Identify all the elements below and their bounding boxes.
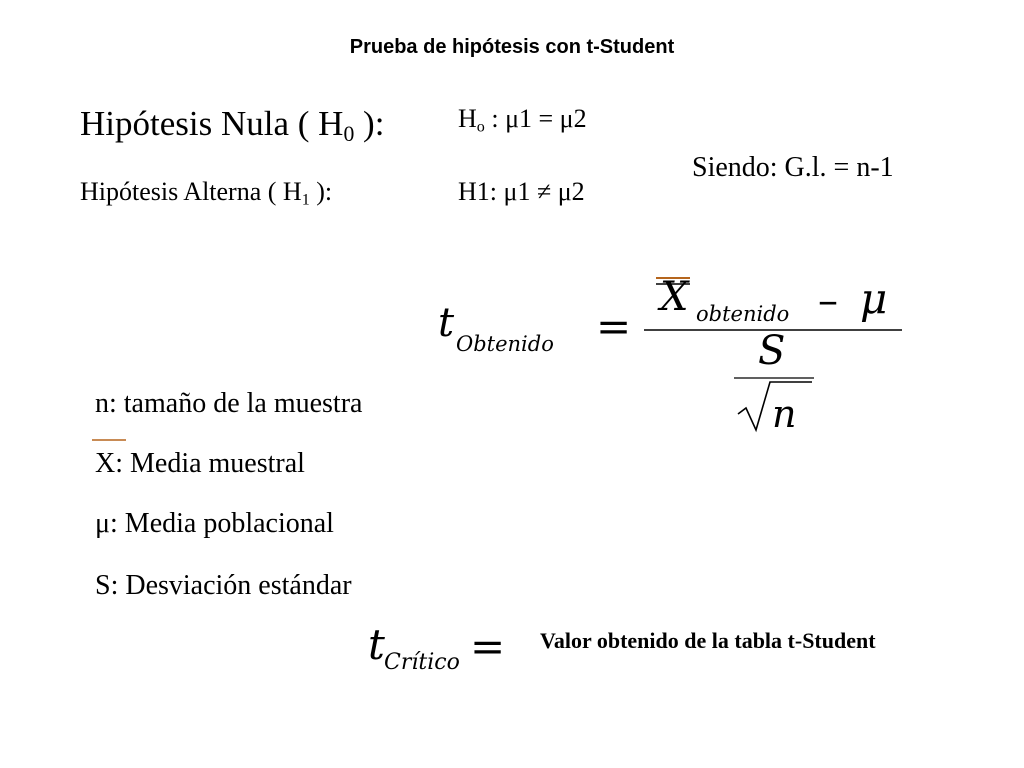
definition-s: S: Desviación estándar bbox=[95, 570, 352, 601]
null-hypothesis-label-text: Hipótesis Nula ( H bbox=[80, 104, 344, 143]
t-critical-subscript: Crítico bbox=[384, 650, 460, 675]
numerator-x-bar: X bbox=[660, 274, 689, 320]
null-eq-sub: o bbox=[476, 118, 485, 136]
t-critical-equals: = bbox=[470, 622, 506, 671]
alt-hypothesis-equation: H1: μ1 ≠ μ2 bbox=[458, 177, 585, 206]
alt-hypothesis-label-text: Hipótesis Alterna ( H bbox=[80, 177, 302, 206]
null-eq-rest: : μ1 = μ2 bbox=[484, 104, 587, 133]
null-hypothesis-label-sub: 0 bbox=[343, 122, 355, 147]
numerator-subscript: obtenido bbox=[696, 302, 790, 326]
t-critical-symbol: t bbox=[368, 620, 385, 669]
definition-x: X: Media muestral bbox=[95, 448, 305, 479]
alt-hypothesis-label-sub: 1 bbox=[301, 191, 310, 209]
slide-title: Prueba de hipótesis con t-Student bbox=[349, 36, 675, 58]
definition-mu: μ: Media poblacional bbox=[95, 508, 334, 539]
t-obtained-symbol: t bbox=[438, 300, 455, 346]
numerator-minus: – bbox=[818, 278, 838, 324]
alt-hypothesis-label-end: ): bbox=[309, 177, 333, 206]
denominator-n: n bbox=[772, 392, 797, 436]
degrees-of-freedom-note: Siendo: G.l. = n-1 bbox=[692, 152, 894, 183]
denominator-s: S bbox=[758, 328, 786, 374]
t-critical-description: Valor obtenido de la tabla t-Student bbox=[540, 628, 876, 653]
t-obtained-equals: = bbox=[596, 302, 632, 351]
definition-n: n: tamaño de la muestra bbox=[95, 388, 363, 419]
numerator-mu: μ bbox=[860, 274, 888, 323]
null-hypothesis-label-end: ): bbox=[354, 104, 385, 143]
null-eq-h: H bbox=[458, 104, 477, 133]
t-obtained-subscript: Obtenido bbox=[456, 332, 554, 356]
